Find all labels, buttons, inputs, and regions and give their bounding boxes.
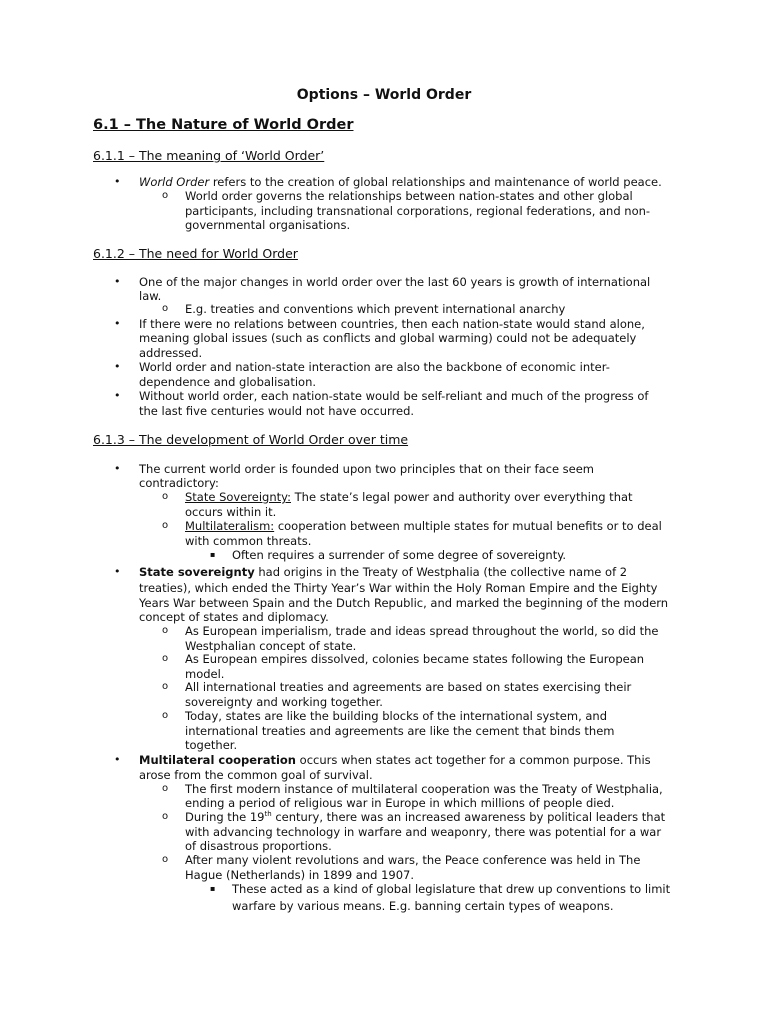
list-item-text: During the 19 bbox=[185, 810, 265, 824]
list-item-line: with advancing technology in warfare and weaponry, there was potential for a war bbox=[185, 825, 662, 839]
list-item-line: Today, states are like the building blocks of the international system, and bbox=[185, 709, 608, 723]
list-item-line: After many violent revolutions and wars, the Peace conference was held in The bbox=[185, 853, 641, 867]
list-item-line: international treaties and agreements are like the cement that binds them bbox=[185, 724, 615, 738]
list-item-line: together. bbox=[185, 738, 238, 752]
bullet-marker: • bbox=[114, 753, 121, 766]
sub-bullet-marker: o bbox=[162, 710, 169, 721]
term-multilateral-cooperation: Multilateral cooperation bbox=[139, 753, 296, 767]
term-state-sovereignty-bold: State sovereignty bbox=[139, 565, 255, 579]
sub-bullet-marker: o bbox=[162, 783, 169, 794]
list-item-line: treaties), which ended the Thirty Year’s War within the Holy Roman Empire and the Eighty bbox=[139, 581, 658, 595]
bullet-marker: • bbox=[114, 275, 121, 288]
list-item-line: of disastrous proportions. bbox=[185, 839, 332, 853]
list-item-text: had origins in the Treaty of Westphalia (the collective name of 2 bbox=[254, 565, 628, 579]
list-item bbox=[139, 175, 684, 189]
list-item bbox=[139, 753, 684, 767]
list-item-line: Without world order, each nation-state would be self-reliant and much of the progress of bbox=[139, 389, 649, 403]
list-item-line: The first modern instance of multilateral cooperation was the Treaty of Westphalia, bbox=[185, 782, 663, 796]
list-item-line: participants, including transnational corporations, regional federations, and non- bbox=[185, 204, 651, 218]
term-world-order: World Order bbox=[139, 175, 210, 189]
list-item-line: the last five centuries would not have occurred. bbox=[139, 404, 415, 418]
list-item bbox=[185, 490, 680, 504]
sub-bullet-marker: o bbox=[162, 303, 169, 314]
list-item-line: Westphalian concept of state. bbox=[185, 639, 357, 653]
list-item-line: One of the major changes in world order over the last 60 years is growth of international bbox=[139, 275, 651, 289]
list-item-line: model. bbox=[185, 667, 225, 681]
sub-sub-bullet-marker: ▪ bbox=[210, 550, 216, 559]
list-item-line: Years War between Spain and the Dutch Republic, and marked the beginning of the modern bbox=[139, 596, 669, 610]
subsection-heading-612: 6.1.2 – The need for World Order bbox=[93, 246, 298, 261]
list-item-text: century, there was an increased awareness by political leaders that bbox=[271, 810, 666, 824]
list-item-line: These acted as a kind of global legislature that drew up conventions to limit bbox=[232, 882, 671, 896]
list-item-line: meaning global issues (such as conflicts and global warming) could not be adequately bbox=[139, 331, 637, 345]
sub-bullet-marker: o bbox=[162, 811, 169, 822]
list-item bbox=[185, 519, 680, 533]
list-item-line: If there were no relations between countries, then each nation-state would stand alone, bbox=[139, 317, 645, 331]
sub-bullet-marker: o bbox=[162, 653, 169, 664]
list-item-line: All international treaties and agreements are based on states exercising their bbox=[185, 680, 632, 694]
bullet-marker: • bbox=[114, 317, 121, 330]
document-title: Options – World Order bbox=[296, 87, 472, 103]
list-item-line: concept of states and diplomacy. bbox=[139, 610, 329, 624]
bullet-marker: • bbox=[114, 360, 121, 373]
sub-bullet-marker: o bbox=[162, 520, 169, 531]
list-item-line: As European empires dissolved, colonies became states following the European bbox=[185, 652, 645, 666]
list-item-line: warfare by various means. E.g. banning certain types of weapons. bbox=[232, 899, 614, 913]
list-item-line: As European imperialism, trade and ideas spread throughout the world, so did the bbox=[185, 624, 659, 638]
bullet-marker: • bbox=[114, 389, 121, 402]
list-item-line: World order and nation-state interaction are also the backbone of economic inter- bbox=[139, 360, 610, 374]
subsection-heading-611: 6.1.1 – The meaning of ‘World Order’ bbox=[93, 148, 325, 163]
subsection-heading-613: 6.1.3 – The development of World Order over time bbox=[93, 432, 409, 447]
list-item bbox=[139, 565, 684, 579]
list-item-line: The current world order is founded upon two principles that on their face seem bbox=[139, 462, 595, 476]
sub-bullet-marker: o bbox=[162, 681, 169, 692]
list-item-line: law. bbox=[139, 289, 162, 303]
list-item-line: governmental organisations. bbox=[185, 218, 351, 232]
bullet-marker: • bbox=[114, 462, 121, 475]
list-item-line: E.g. treaties and conventions which prevent international anarchy bbox=[185, 302, 566, 316]
sub-bullet-marker: o bbox=[162, 190, 169, 201]
list-item-text: cooperation between multiple states for mutual benefits or to deal bbox=[274, 519, 662, 533]
list-item-line: Hague (Netherlands) in 1899 and 1907. bbox=[185, 868, 415, 882]
superscript-th: th bbox=[264, 810, 272, 819]
list-item-text: occurs when states act together for a common purpose. This bbox=[296, 753, 651, 767]
list-item-line: contradictory: bbox=[139, 476, 219, 490]
list-item bbox=[185, 810, 680, 824]
sub-sub-bullet-marker: ▪ bbox=[210, 884, 216, 893]
term-state-sovereignty: State Sovereignty: bbox=[185, 490, 291, 504]
bullet-marker: • bbox=[114, 565, 121, 578]
list-item-line: World order governs the relationships between nation-states and other global bbox=[185, 189, 633, 203]
list-item-line: occurs within it. bbox=[185, 505, 277, 519]
list-item-line: Often requires a surrender of some degree of sovereignty. bbox=[232, 548, 567, 562]
list-item-line: addressed. bbox=[139, 346, 203, 360]
list-item-line: sovereignty and working together. bbox=[185, 695, 383, 709]
list-item-text: The state’s legal power and authority over everything that bbox=[291, 490, 633, 504]
term-multilateralism: Multilateralism: bbox=[185, 519, 275, 533]
section-heading: 6.1 – The Nature of World Order bbox=[93, 117, 354, 133]
sub-bullet-marker: o bbox=[162, 491, 169, 502]
list-item-line: dependence and globalisation. bbox=[139, 375, 317, 389]
list-item-line: with common threats. bbox=[185, 534, 312, 548]
list-item-text: refers to the creation of global relationships and maintenance of world peace. bbox=[209, 175, 662, 189]
list-item-line: arose from the common goal of survival. bbox=[139, 768, 373, 782]
bullet-marker: • bbox=[114, 175, 121, 188]
sub-bullet-marker: o bbox=[162, 625, 169, 636]
sub-bullet-marker: o bbox=[162, 854, 169, 865]
list-item-line: ending a period of religious war in Europe in which millions of people died. bbox=[185, 796, 615, 810]
